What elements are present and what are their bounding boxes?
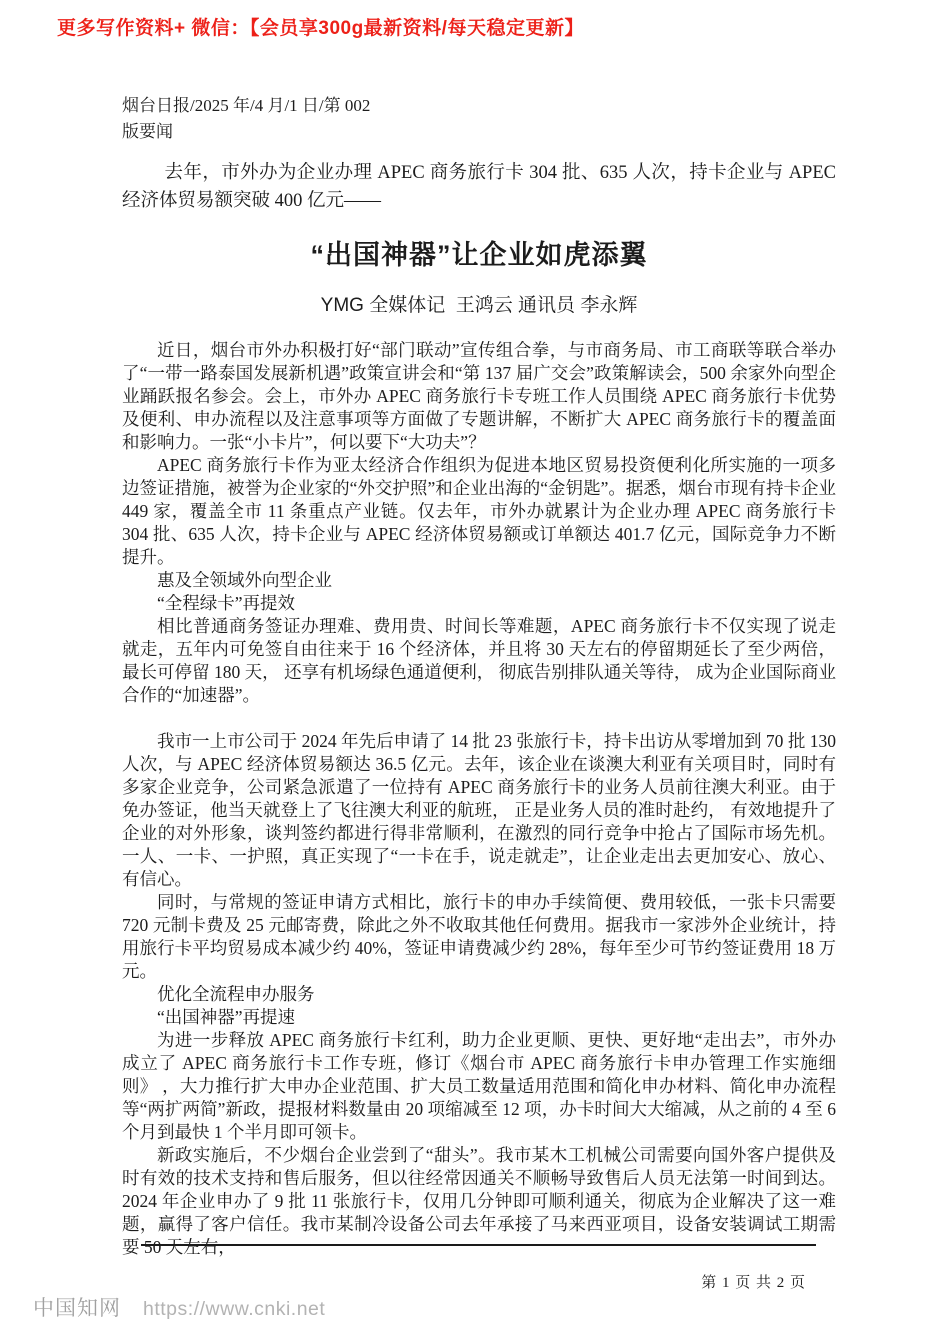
article-paragraph: 新政实施后，不少烟台企业尝到了“甜头”。我市某木工机械公司需要向国外客户提供及时有效的技术支持和售后服务，但以往经常因通关不顺畅导致售后人员无法第一时间到达。2024 年企业申办了 9 批 11 张旅行卡，仅用几分钟即可顺利通关，彻底为企业解决了这一难题，赢得了客户信任。我市某制冷设备公司去年承接了马来西亚项目，设备安装调试工期需要 50 天左右， [122,1145,836,1257]
promo-banner-text: 更多写作资料+ 微信：【会员享300g最新资料/每天稳定更新】 [57,18,584,39]
article-byline: YMG 全媒体记 王鸿云 通讯员 李永辉 [320,295,638,316]
section-subhead: 惠及全领域外向型企业 [157,570,332,590]
article-paragraph: 相比普通商务签证办理难、费用贵、时间长等难题，APEC 商务旅行卡不仅实现了说走就走，五年内可免签自由往来于 16 个经济体，并且将 30 天左右的停留期延长了至少两倍，最长可停留 180 天， 还享有机场绿色通道便利， 彻底告别排队通关等待， 成为企业国际商业合作的“加速器”。 [122,616,836,705]
publication-date-line: 烟台日报/2025 年/4 月/1 日/第 002 [122,96,371,115]
cnki-watermark [33,1292,325,1322]
divider-line [141,1244,816,1246]
section-subhead: “出国神器”再提速 [157,1007,296,1027]
article-paragraph: 为进一步释放 APEC 商务旅行卡红利，助力企业更顺、更快、更好地“走出去”，市外办成立了 APEC 商务旅行卡工作专班，修订《烟台市 APEC 商务旅行卡申办管理工作实施细则》 ，大力推行扩大申办企业范围、扩大员工数量适用范围和简化申办材料、简化申办流程等“两扩两简”新政，提报材料数量由 20 项缩减至 12 项，办卡时间大大缩减，从之前的 4 至 6 个月到最快 1 个半月即可领卡。 [122,1030,836,1142]
article-paragraph: APEC 商务旅行卡作为亚太经济合作组织为促进本地区贸易投资便利化所实施的一项多边签证措施，被誉为企业家的“外交护照”和企业出海的“金钥匙”。据悉，烟台市现有持卡企业 449 家，覆盖全市 11 条重点产业链。仅去年，市外办就累计为企业办理 APEC 商务旅行卡 304 批、635 人次，持卡企业与 APEC 经济体贸易额或订单额达 401.7 亿元，国际竞争力不断提升。 [122,455,836,567]
article-paragraph: 同时，与常规的签证申请方式相比，旅行卡的申办手续简便、费用较低，一张卡只需要 720 元制卡费及 25 元邮寄费，除此之外不收取其他任何费用。据我市一家涉外企业统计，持用旅行卡平均贸易成本减少约 40%，签证申请费减少约 28%，每年至少可节约签证费用 18 万元。 [122,892,836,981]
section-subhead: 优化全流程申办服务 [157,984,315,1004]
cnki-logo-text: 中国知网 [33,1297,121,1320]
article-title: “出国神器”让企业如虎添翼 [310,240,648,270]
article-body [122,339,836,1259]
article-paragraph: 我市一上市公司于 2024 年先后申请了 14 批 23 张旅行卡，持卡出访从零增加到 70 批 130 人次，与 APEC 经济体贸易额达 36.5 亿元。去年，该企业在谈澳大利亚有关项目时，同时有多家企业竞争，公司紧急派遣了一位持有 APEC 商务旅行卡的业务人员前往澳大利亚。由于免办签证，他当天就登上了飞往澳大利亚的航班， 正是业务人员的准时赴约， 有效地提升了企业的对外形象，谈判签约都进行得非常顺利，在激烈的同行竞争中抢占了国际市场先机。一人、一卡、一护照，真正实现了“一卡在手，说走就走”，让企业走出去更加安心、放心、有信心。 [122,731,836,889]
article-paragraph: 近日，烟台市外办积极打好“部门联动”宣传组合拳，与市商务局、市工商联等联合举办了“一带一路泰国发展新机遇”政策宣讲会和“第 137 届广交会”政策解读会，500 余家外向型企业踊跃报名参会。会上，市外办 APEC 商务旅行卡专班工作人员围绕 APEC 商务旅行卡优势及便利、申办流程以及注意事项等方面做了专题讲解，不断扩大 APEC 商务旅行卡的覆盖面和影响力。一张“小卡片”，何以要下“大功夫”？ [122,340,836,452]
article-intro: 去年，市外办为企业办理 APEC 商务旅行卡 304 批、635 人次，持卡企业与 APEC 经济体贸易额突破 400 亿元—— [122,163,836,211]
publication-section-line: 版要闻 [122,122,173,141]
article-content [122,0,836,1292]
cnki-url: https://www.cnki.net [143,1298,326,1320]
section-subhead: “全程绿卡”再提效 [157,593,296,613]
publication-info [122,93,836,145]
page-indicator: 第 1 页 共 2 页 [701,1275,806,1291]
